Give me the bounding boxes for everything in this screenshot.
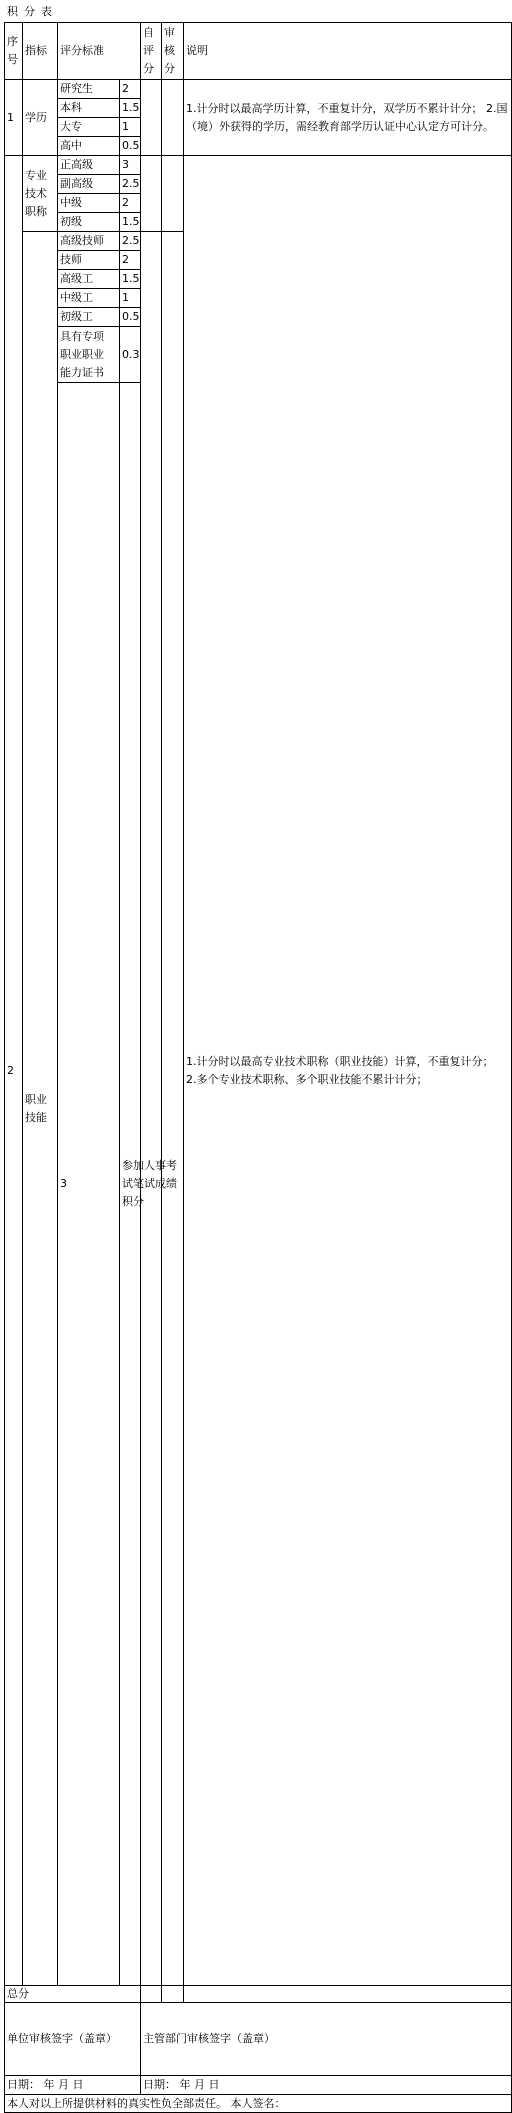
- score-table: [4, 22, 512, 2113]
- criteria-score: 2: [120, 194, 141, 213]
- unit-date[interactable]: 日期： 年 月 日: [5, 2076, 141, 2095]
- declaration-row: [5, 2095, 512, 2113]
- form-title: 积分表: [7, 5, 58, 18]
- total-self-score[interactable]: [141, 1986, 162, 2003]
- total-review-score[interactable]: [162, 1986, 184, 2003]
- row-seq: 2: [5, 156, 23, 1986]
- criteria-item: 高级技师: [58, 232, 120, 251]
- criteria-item: 研究生: [58, 80, 120, 99]
- dept-date[interactable]: 日期： 年 月 日: [141, 2076, 512, 2095]
- review-score-cell[interactable]: [162, 156, 184, 232]
- total-row: [5, 1986, 512, 2003]
- header-indicator: 指标: [23, 23, 58, 80]
- criteria-score: 2: [120, 251, 141, 270]
- criteria-item: 正高级: [58, 156, 120, 175]
- edu-notes: 1.计分时以最高学历计算，不重复计分，双学历不累计计分； 2.国（境）外获得的学历，需经教育部学历认证中心认定方可计分。: [184, 80, 512, 156]
- criteria-item: 副高级: [58, 175, 120, 194]
- titles-notes: 1.计分时以最高专业技术职称（职业技能）计算，不重复计分； 2.多个专业技术职称、多个职业技能不累计计分；: [184, 156, 512, 1986]
- table-row: [5, 156, 512, 175]
- criteria-score: 2: [120, 80, 141, 99]
- declaration[interactable]: 本人对以上所提供材料的真实性负全部责任。 本人签名：: [5, 2095, 512, 2113]
- row-indicator-pro-title: 专业 技术 职称: [23, 156, 58, 232]
- signature-row: [5, 2003, 512, 2076]
- criteria-score: 1.5: [120, 213, 141, 232]
- header-review-score: 审 核 分: [162, 23, 184, 80]
- row-seq: 1: [5, 80, 23, 156]
- total-label: 总分: [5, 1986, 141, 2003]
- header-row: [5, 23, 512, 80]
- unit-signature[interactable]: 单位审核签字（盖章）: [5, 2003, 141, 2076]
- total-notes: [184, 1986, 512, 2003]
- criteria-score: 0.5: [120, 308, 141, 327]
- criteria-item: 高中: [58, 137, 120, 156]
- row-indicator: 学历: [23, 80, 58, 156]
- criteria-item: 具有专项 职业职业 能力证书: [58, 327, 120, 383]
- criteria-score: 2.5: [120, 232, 141, 251]
- criteria-item: 中级: [58, 194, 120, 213]
- row-indicator: 参加人事考试笔试成绩积分: [120, 383, 184, 1986]
- self-score-cell[interactable]: [141, 80, 162, 156]
- criteria-item: 高级工: [58, 270, 120, 289]
- criteria-item: 初级工: [58, 308, 120, 327]
- dept-signature[interactable]: 主管部门审核签字（盖章）: [141, 2003, 512, 2076]
- table-row: [5, 80, 512, 99]
- criteria-score: 1: [120, 118, 141, 137]
- review-score-cell[interactable]: [162, 80, 184, 156]
- header-criteria: 评分标准: [58, 23, 141, 80]
- criteria-score: 1: [120, 289, 141, 308]
- date-row: [5, 2076, 512, 2095]
- criteria-item: 初级: [58, 213, 120, 232]
- criteria-score: 2.5: [120, 175, 141, 194]
- criteria-item: 本科: [58, 99, 120, 118]
- row-indicator-vocational: 职业 技能: [23, 232, 58, 1986]
- criteria-item: 中级工: [58, 289, 120, 308]
- header-self-score: 自 评 分: [141, 23, 162, 80]
- header-seq: 序 号: [5, 23, 23, 80]
- header-notes: 说明: [184, 23, 512, 80]
- criteria-item: 大专: [58, 118, 120, 137]
- criteria-score: 0.3: [120, 327, 141, 383]
- criteria-score: 1.5: [120, 270, 141, 289]
- row-seq: 3: [58, 383, 120, 1986]
- criteria-score: 0.5: [120, 137, 141, 156]
- self-score-cell[interactable]: [141, 156, 162, 232]
- criteria-item: 技师: [58, 251, 120, 270]
- criteria-score: 3: [120, 156, 141, 175]
- criteria-score: 1.5: [120, 99, 141, 118]
